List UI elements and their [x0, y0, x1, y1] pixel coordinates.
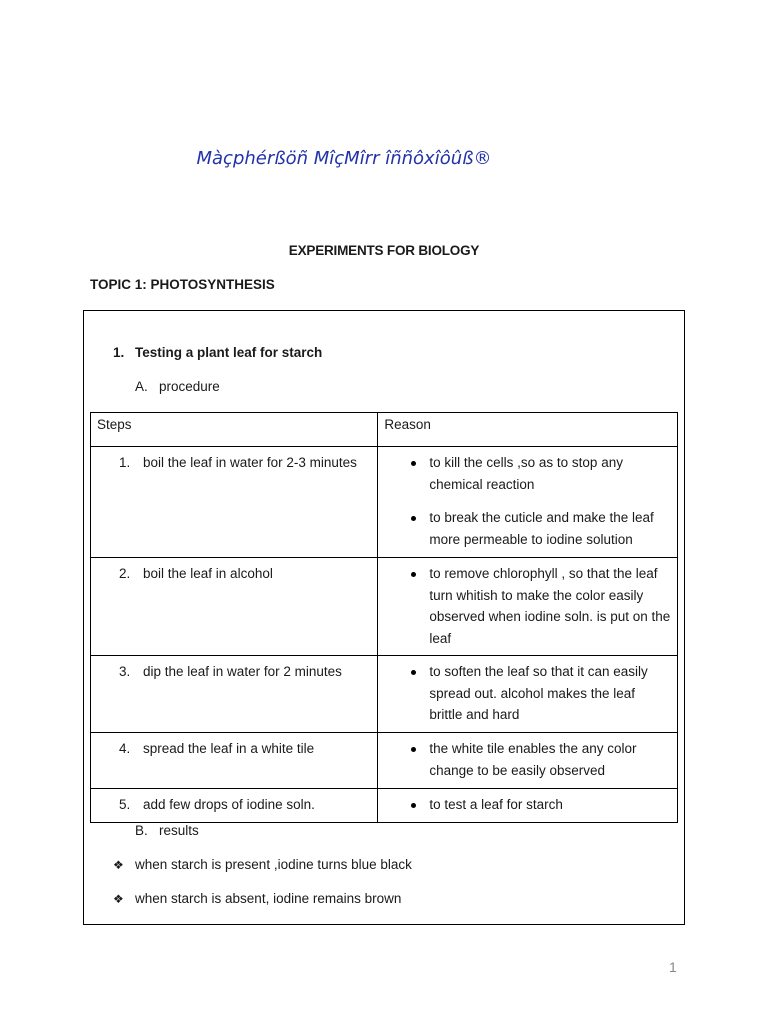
result-item	[113, 857, 412, 872]
step-text: dip the leaf in water for 2 minutes	[143, 664, 342, 679]
reason-text: to kill the cells ,so as to stop any chemical reaction	[429, 455, 623, 492]
reason-item	[384, 661, 671, 726]
procedure-letter: A.	[135, 379, 148, 394]
reason-item	[384, 452, 671, 495]
bullet-icon	[411, 803, 416, 808]
procedure-table	[90, 412, 678, 823]
result-text: when starch is present ,iodine turns blue black	[135, 857, 412, 872]
step-number: 4.	[119, 741, 131, 756]
table-row	[91, 447, 678, 558]
procedure-label: procedure	[159, 379, 220, 394]
experiment-heading	[113, 345, 322, 360]
step-text: spread the leaf in a white tile	[143, 741, 315, 756]
table-row	[91, 656, 678, 733]
reason-cell	[378, 656, 678, 733]
step-text: boil the leaf in alcohol	[143, 566, 273, 581]
results-letter: B.	[135, 823, 148, 838]
step-cell	[91, 447, 378, 558]
results-label: results	[159, 823, 199, 838]
reason-item	[384, 738, 671, 781]
bullet-icon	[411, 461, 416, 466]
diamond-bullet-icon: ❖	[113, 858, 124, 872]
bullet-icon	[411, 572, 416, 577]
step-number: 5.	[119, 797, 131, 812]
reason-item	[384, 563, 671, 649]
reason-text: to break the cuticle and make the leaf more permeable to iodine solution	[429, 510, 654, 547]
result-text: when starch is absent, iodine remains brown	[135, 891, 402, 906]
reason-text: the white tile enables the any color change to be easily observed	[429, 741, 637, 778]
step-number: 1.	[119, 455, 131, 470]
reason-cell	[378, 733, 678, 789]
reason-text: to soften the leaf so that it can easily spread out. alcohol makes the leaf brittle and hard	[429, 664, 648, 722]
procedure-heading	[135, 379, 220, 394]
step-number: 3.	[119, 664, 131, 679]
step-number: 2.	[119, 566, 131, 581]
step-text: add few drops of iodine soln.	[143, 797, 315, 812]
step-cell	[91, 789, 378, 823]
step-cell	[91, 656, 378, 733]
header-steps: Steps	[91, 413, 378, 447]
diamond-bullet-icon: ❖	[113, 892, 124, 906]
results-heading	[135, 823, 199, 838]
table-row	[91, 733, 678, 789]
step-text: boil the leaf in water for 2-3 minutes	[143, 455, 357, 470]
bullet-icon	[411, 747, 416, 752]
result-item	[113, 891, 401, 906]
experiment-number: 1.	[113, 345, 125, 360]
experiment-title: Testing a plant leaf for starch	[135, 345, 323, 360]
table-header-row	[91, 413, 678, 447]
reason-cell	[378, 558, 678, 656]
header-reason: Reason	[378, 413, 678, 447]
step-cell	[91, 558, 378, 656]
table-row	[91, 789, 678, 823]
step-cell	[91, 733, 378, 789]
reason-text: to test a leaf for starch	[429, 797, 563, 812]
reason-cell	[378, 447, 678, 558]
reason-item	[384, 507, 671, 550]
reason-text: to remove chlorophyll , so that the leaf turn whitish to make the color easily observed when iodine soln. is put on the leaf	[429, 566, 671, 646]
table-row	[91, 558, 678, 656]
bullet-icon	[411, 516, 416, 521]
bullet-icon	[411, 670, 416, 675]
page-number: 1	[669, 959, 677, 975]
topic-title: TOPIC 1: PHOTOSYNTHESIS	[90, 277, 275, 292]
reason-cell	[378, 789, 678, 823]
header-title: Màçphérßöñ MîçMîrr îññôxîôûß®	[196, 148, 492, 169]
reason-item	[384, 794, 671, 816]
document-title: EXPERIMENTS FOR BIOLOGY	[288, 243, 480, 258]
